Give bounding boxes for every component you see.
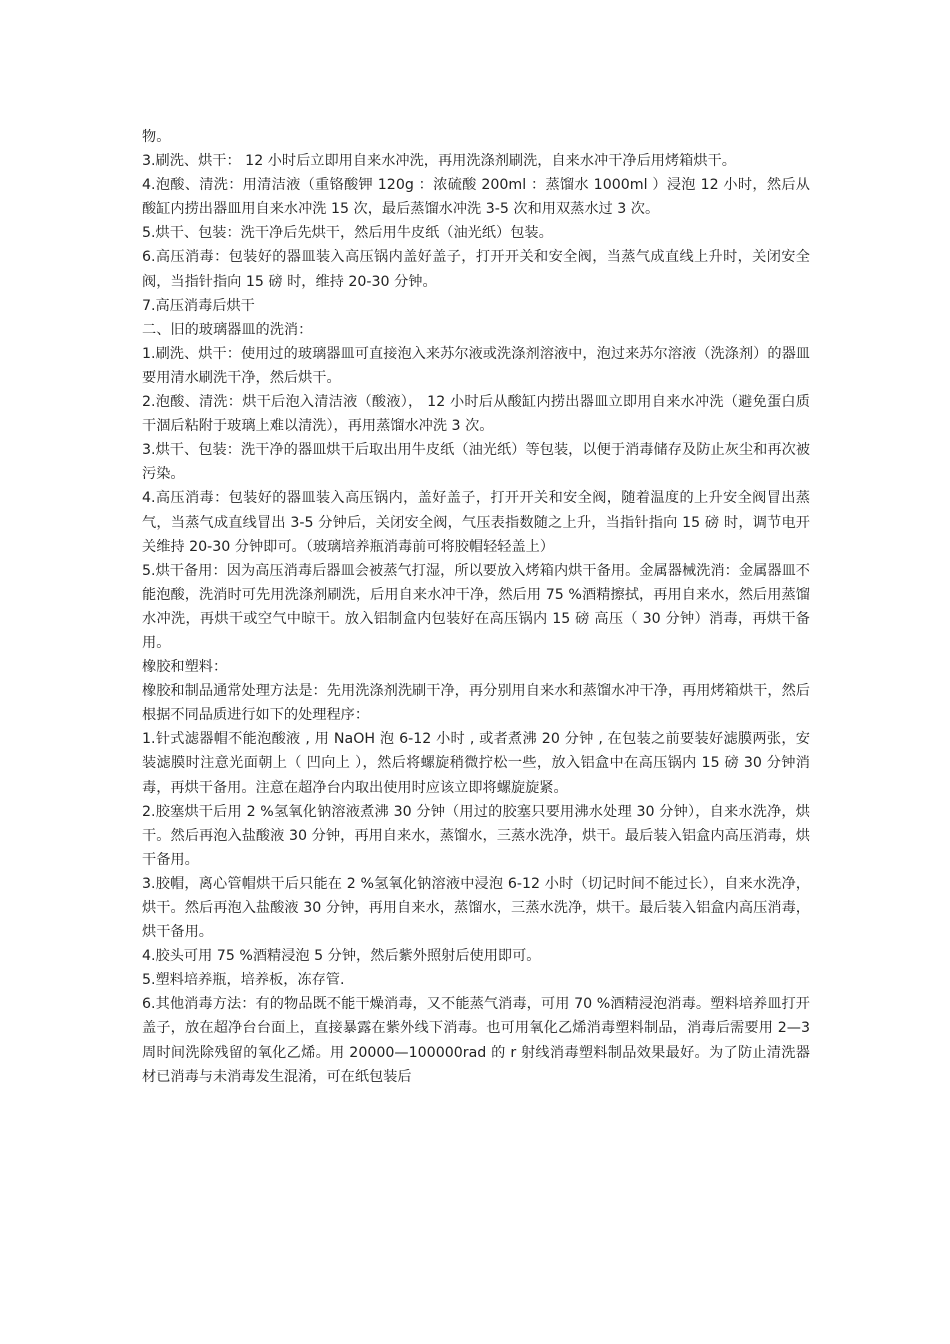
paragraph: 6.其他消毒方法：有的物品既不能干燥消毒，又不能蒸气消毒，可用 70 %酒精浸泡消毒。塑料培养皿打开盖子，放在超净台台面上，直接暴露在紫外线下消毒。也可用氧化乙烯消毒塑料制品，消毒后需要用 2—3 周时间洗除残留的氧化乙烯。用 20000—100000rad 的 r 射线消毒塑料制品效果最好。为了防止清洗器材已消毒与未消毒发生混淆，可在纸包装后 [142,996,810,1085]
paragraph: 6.高压消毒：包装好的器皿装入高压锅内盖好盖子，打开开关和安全阀，当蒸气成直线上升时，关闭安全阀，当指针指向 15 磅 时，维持 20-30 分钟。 [142,249,810,290]
paragraph: 3.烘干、包装：洗干净的器皿烘干后取出用牛皮纸（油光纸）等包装，以便于消毒储存及防止灰尘和再次被污染。 [142,442,810,483]
paragraph: 4.高压消毒：包装好的器皿装入高压锅内，盖好盖子，打开开关和安全阀，随着温度的上升安全阀冒出蒸气，当蒸气成直线冒出 3-5 分钟后，关闭安全阀，气压表指数随之上升，当指针指向 15 磅 时，调节电开关维持 20-30 分钟即可。（玻璃培养瓶消毒前可将胶帽轻轻盖上） [142,490,810,555]
paragraph: 1.刷洗、烘干：使用过的玻璃器皿可直接泡入来苏尔液或洗涤剂溶液中，泡过来苏尔溶液（洗涤剂）的器皿要用清水刷洗干净，然后烘干。 [142,345,810,386]
paragraph: 1.针式滤器帽不能泡酸液 , 用 NaOH 泡 6-12 小时 , 或者煮沸 20 分钟 , 在包装之前要装好滤膜两张，安装滤膜时注意光面朝上（ 凹向上 ），然后将螺旋稍微拧松一些，放入铝盒中在高压锅内 15 磅 30 分钟消毒，再烘干备用。注意在超净台内取出使用时应该立即将螺旋旋紧。 [142,731,810,796]
paragraph: 3.胶帽，离心管帽烘干后只能在 2 %氢氧化钠溶液中浸泡 6-12 小时（切记时间不能过长），自来水洗净，烘干。然后再泡入盐酸液 30 分钟，再用自来水，蒸馏水，三蒸水洗净，烘干。最后装入铝盒内高压消毒，烘干备用。 [142,875,810,941]
paragraph: 橡胶和制品通常处理方法是：先用洗涤剂洗刷干净，再分别用自来水和蒸馏水冲干净，再用烤箱烘干，然后根据不同品质进行如下的处理程序： [142,683,810,724]
paragraph: 3.刷洗、烘干： 12 小时后立即用自来水冲洗，再用洗涤剂刷洗，自来水冲干净后用烤箱烘干。 [142,153,736,170]
paragraph: 物。 [142,129,171,145]
paragraph: 7.高压消毒后烘干 [142,297,255,314]
paragraph: 4.泡酸、清洗：用清洁液（重铬酸钾 120g ：浓硫酸 200ml ：蒸馏水 1000ml ）浸泡 12 小时，然后从酸缸内捞出器皿用自来水冲洗 15 次，最后蒸馏水冲洗 3-5 次和用双蒸水过 3 次。 [142,177,810,218]
paragraph: 2.胶塞烘干后用 2 %氢氧化钠溶液煮沸 30 分钟（用过的胶塞只要用沸水处理 30 分钟），自来水洗净，烘干。然后再泡入盐酸液 30 分钟，再用自来水，蒸馏水，三蒸水洗净，烘干。最后装入铝盒内高压消毒，烘干备用。 [142,803,810,868]
section-heading: 橡胶和塑料： [142,659,228,676]
paragraph: 5.烘干、包装：洗干净后先烘干，然后用牛皮纸（油光纸）包装。 [142,225,553,242]
paragraph: 2.泡酸、清洗：烘干后泡入清洁液（酸液）， 12 小时后从酸缸内捞出器皿立即用自来水冲洗（避免蛋白质干涸后粘附于玻璃上难以清洗），再用蒸馏水冲洗 3 次。 [142,394,810,435]
paragraph: 5.塑料培养瓶，培养板，冻存管. [142,972,345,989]
paragraph: 5.烘干备用：因为高压消毒后器皿会被蒸气打湿，所以要放入烤箱内烘干备用。金属器械洗消：金属器皿不能泡酸，洗消时可先用洗涤剂刷洗，后用自来水冲干净，然后用 75 %酒精擦拭，再用自来水，然后用蒸馏水冲洗，再烘干或空气中晾干。放入铝制盒内包装好在高压锅内 15 磅 高压（ 30 分钟）消毒，再烘干备用。 [142,562,810,651]
section-heading: 二、旧的玻璃器皿的洗消： [142,321,313,338]
document-body [142,125,810,1089]
paragraph: 4.胶头可用 75 %酒精浸泡 5 分钟，然后紫外照射后使用即可。 [142,948,541,965]
